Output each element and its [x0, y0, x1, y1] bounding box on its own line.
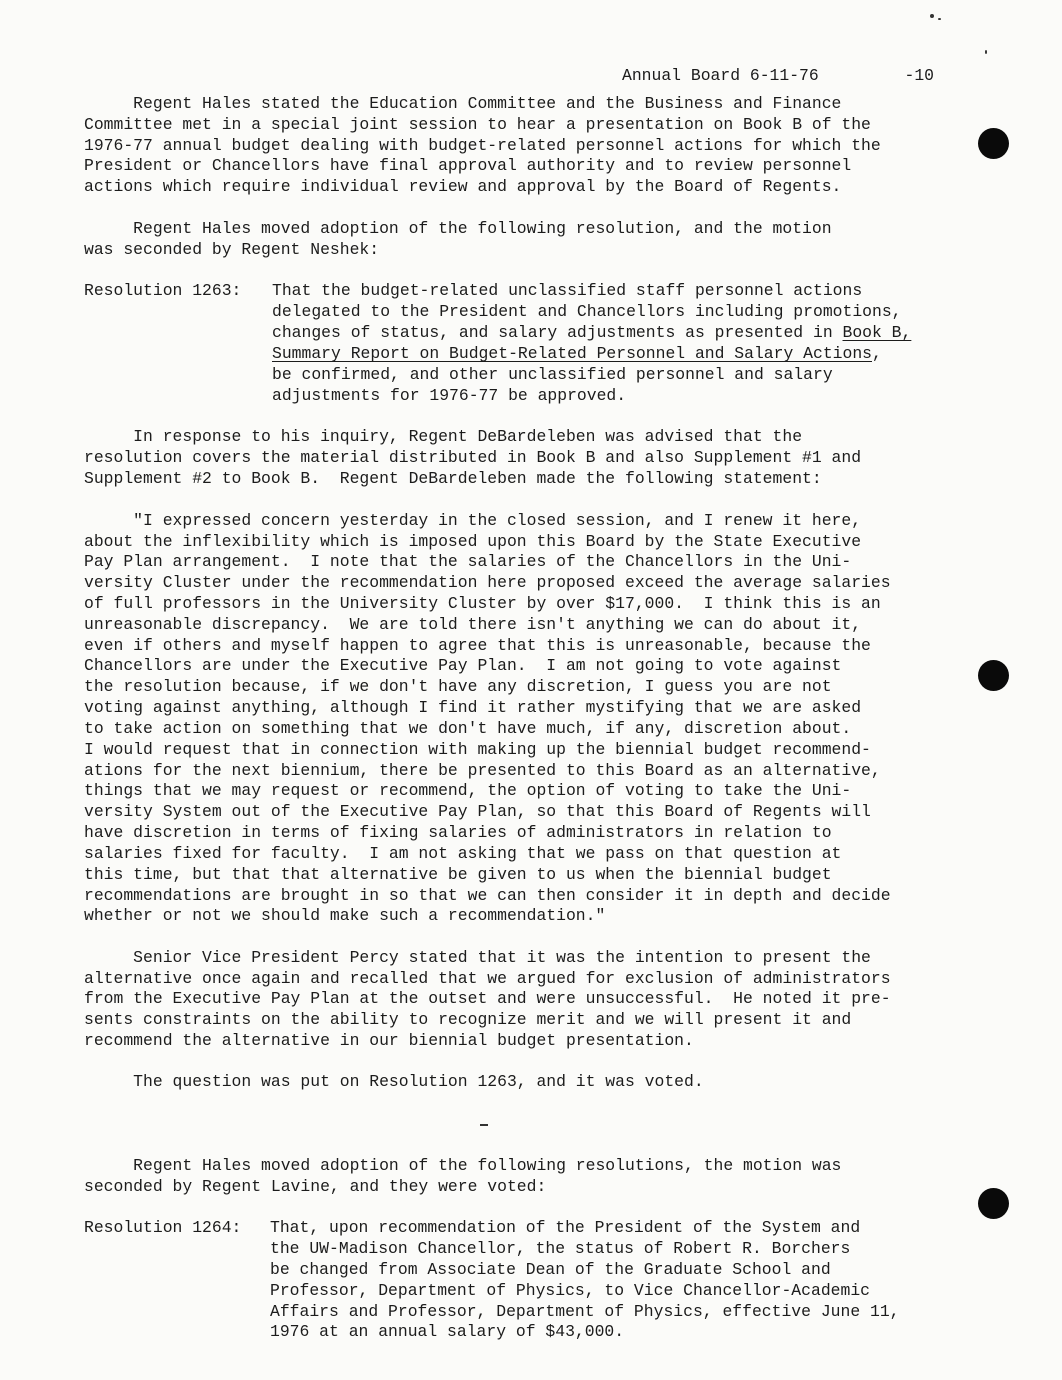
quote-line: whether or not we should make such a recommendation." [84, 906, 606, 925]
paragraph-line: from the Executive Pay Plan at the outset and were unsuccessful. He noted it pre- [84, 989, 891, 1008]
quote-line: to take action on something that we don't have much, if any, discretion about. [84, 719, 852, 738]
section-separator [480, 1124, 488, 1126]
resolution-line: That the budget-related unclassified staff personnel actions [272, 281, 863, 300]
paragraph-line: Regent Hales moved adoption of the following resolution, and the motion [84, 219, 832, 238]
paragraph-line: In response to his inquiry, Regent DeBardeleben was advised that the [84, 427, 803, 446]
scan-speck [985, 50, 987, 54]
paragraph-line: seconded by Regent Lavine, and they were voted: [84, 1177, 547, 1196]
resolution-punct: , [872, 344, 882, 363]
resolution-line: be changed from Associate Dean of the Graduate School and [270, 1260, 831, 1279]
quote-line: versity Cluster under the recommendation here proposed exceed the average salaries [84, 573, 891, 592]
quote-line: have discretion in terms of fixing salaries of administrators in relation to [84, 823, 832, 842]
paragraph-line: Committee met in a special joint session to hear a presentation on Book B of the [84, 115, 871, 134]
quote-line: even if others and myself happen to agree that this is unreasonable, because the [84, 636, 871, 655]
scan-speck [938, 18, 941, 20]
paragraph-line: The question was put on Resolution 1263, and it was voted. [84, 1072, 704, 1091]
quote-line: things that we may request or recommend, the option of voting to take the Uni- [84, 781, 852, 800]
resolution-line: Professor, Department of Physics, to Vice Chancellor-Academic [270, 1281, 870, 1300]
punch-hole [978, 660, 1009, 691]
paragraph-line: 1976-77 annual budget dealing with budget-related personnel actions for which the [84, 136, 881, 155]
resolution-line: That, upon recommendation of the President of the System and [270, 1218, 861, 1237]
quote-line: Chancellors are under the Executive Pay Plan. I am not going to vote against [84, 656, 842, 675]
paragraph-line: Regent Hales moved adoption of the following resolutions, the motion was [84, 1156, 842, 1175]
paragraph-line: actions which require individual review and approval by the Board of Regents. [84, 177, 842, 196]
paragraph-line: recommend the alternative in our biennial budget presentation. [84, 1031, 694, 1050]
punch-hole [978, 1188, 1009, 1219]
paragraph-line: alternative once again and recalled that we argued for exclusion of administrators [84, 969, 891, 988]
quote-line: of full professors in the University Cluster by over $17,000. I think this is an [84, 594, 881, 613]
scan-speck [930, 14, 934, 18]
resolution-line [272, 323, 911, 343]
quote-line: unreasonable discrepancy. We are told there isn't anything we can do about it, [84, 615, 862, 634]
summary-report-title: Summary Report on Budget-Related Personnel and Salary Actions [272, 344, 872, 363]
quote-line: voting against anything, although I find it rather mystifying that we are asked [84, 698, 862, 717]
paragraph-line: Regent Hales stated the Education Committee and the Business and Finance [84, 94, 842, 113]
quote-line: ations for the next biennium, there be presented to this Board as an alternative, [84, 761, 881, 780]
paragraph-line: sents constraints on the ability to recognize merit and we will present it and [84, 1010, 852, 1029]
page-number: -10 [904, 66, 934, 85]
page-header-title: Annual Board 6-11-76 [622, 66, 819, 85]
quote-line: I would request that in connection with making up the biennial budget recommend- [84, 740, 871, 759]
quote-line: about the inflexibility which is imposed upon this Board by the State Executive [84, 532, 862, 551]
resolution-line: delegated to the President and Chancellors including promotions, [272, 302, 902, 321]
paragraph-line: Supplement #2 to Book B. Regent DeBardeleben made the following statement: [84, 469, 822, 488]
book-b-reference: Book B, [842, 323, 912, 342]
resolution-line: the UW-Madison Chancellor, the status of Robert R. Borchers [270, 1239, 851, 1258]
resolution-label: Resolution 1263: [84, 281, 242, 300]
resolution-text: changes of status, and salary adjustments as presented in [272, 323, 843, 342]
quote-line: recommendations are brought in so that we can then consider it in depth and decide [84, 886, 891, 905]
resolution-line: adjustments for 1976-77 be approved. [272, 386, 627, 405]
resolution-line [272, 344, 882, 364]
paragraph-line: resolution covers the material distributed in Book B and also Supplement #1 and [84, 448, 862, 467]
quote-line: "I expressed concern yesterday in the closed session, and I renew it here, [84, 511, 862, 530]
quote-line: Pay Plan arrangement. I note that the salaries of the Chancellors in the Uni- [84, 552, 852, 571]
paragraph-line: Senior Vice President Percy stated that it was the intention to present the [84, 948, 871, 967]
quote-line: this time, but that that alternative be given to us when the biennial budget [84, 865, 832, 884]
punch-hole [978, 128, 1009, 159]
paragraph-line: was seconded by Regent Neshek: [84, 240, 380, 259]
quote-line: salaries fixed for faculty. I am not asking that we pass on that question at [84, 844, 842, 863]
resolution-line: be confirmed, and other unclassified personnel and salary [272, 365, 833, 384]
quote-line: versity System out of the Executive Pay Plan, so that this Board of Regents will [84, 802, 871, 821]
resolution-line: 1976 at an annual salary of $43,000. [270, 1322, 625, 1341]
quote-line: the resolution because, if we don't have any discretion, I guess you are not [84, 677, 832, 696]
resolution-line: Affairs and Professor, Department of Physics, effective June 11, [270, 1302, 900, 1321]
paragraph-line: President or Chancellors have final approval authority and to review personnel [84, 156, 852, 175]
resolution-label: Resolution 1264: [84, 1218, 242, 1237]
